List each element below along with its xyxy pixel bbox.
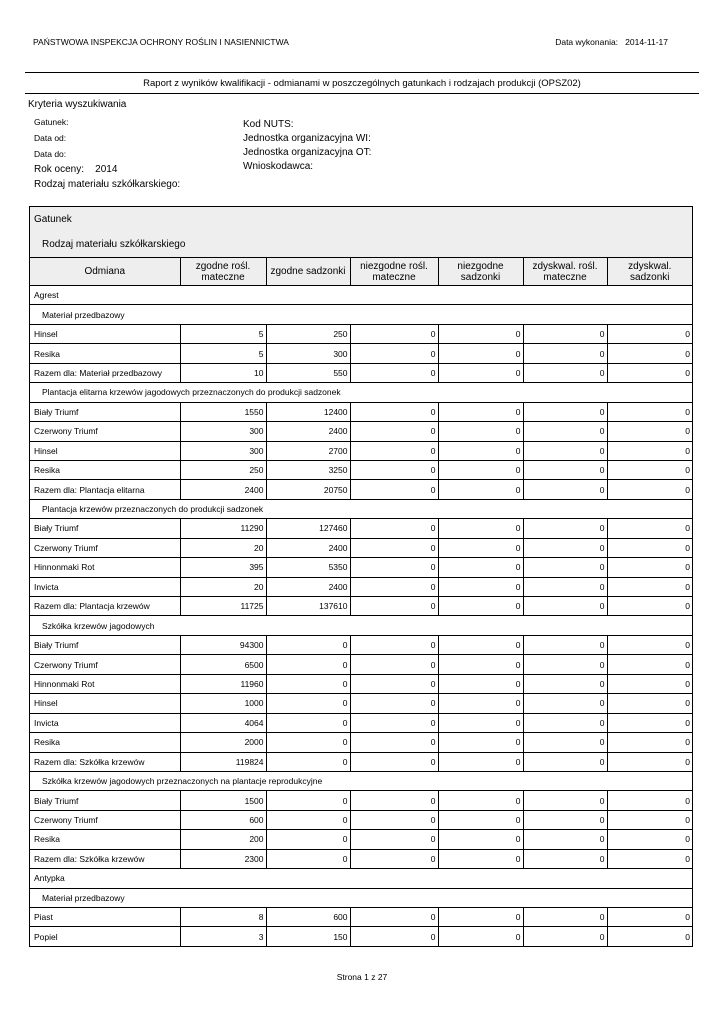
value-cell: 0 (438, 519, 523, 538)
value-cell: 2700 (266, 441, 350, 460)
variety-cell: Razem dla: Materiał przedbazowy (30, 363, 180, 382)
material-row (30, 499, 692, 518)
species-row (30, 286, 692, 305)
value-cell: 0 (438, 577, 523, 596)
value-cell: 0 (266, 694, 350, 713)
value-cell: 0 (438, 694, 523, 713)
value-cell: 0 (523, 577, 607, 596)
rok-label: Rok oceny: (34, 164, 85, 175)
value-cell: 2400 (266, 577, 350, 596)
value-cell: 0 (266, 810, 350, 829)
table-row (30, 344, 692, 363)
col-zgodne-rosl: zgodne rośl. mateczne (180, 258, 266, 286)
value-cell: 0 (523, 655, 607, 674)
material-label: Materiał przedbazowy (30, 888, 692, 907)
value-cell: 0 (523, 635, 607, 654)
value-cell: 0 (350, 538, 438, 557)
value-cell: 119824 (180, 752, 266, 771)
species-label: Agrest (30, 286, 692, 305)
value-cell: 0 (523, 344, 607, 363)
species-label: Antypka (30, 869, 692, 888)
value-cell: 0 (438, 344, 523, 363)
value-cell: 0 (523, 733, 607, 752)
material-label: Materiał przedbazowy (30, 305, 692, 324)
value-cell: 0 (350, 480, 438, 499)
value-cell: 0 (266, 674, 350, 693)
value-cell: 0 (350, 324, 438, 343)
column-header-row (30, 258, 692, 286)
value-cell: 0 (523, 694, 607, 713)
value-cell: 127460 (266, 519, 350, 538)
value-cell: 0 (350, 752, 438, 771)
table-row (30, 324, 692, 343)
value-cell: 0 (523, 363, 607, 382)
value-cell: 0 (438, 480, 523, 499)
value-cell: 0 (438, 674, 523, 693)
variety-cell: Czerwony Triumf (30, 538, 180, 557)
value-cell: 4064 (180, 713, 266, 732)
value-cell: 0 (266, 635, 350, 654)
value-cell: 250 (266, 324, 350, 343)
value-cell: 0 (438, 597, 523, 616)
variety-cell: Razem dla: Szkółka krzewów (30, 849, 180, 868)
value-cell: 5 (180, 344, 266, 363)
table-row (30, 538, 692, 557)
variety-cell: Razem dla: Plantacja elitarna (30, 480, 180, 499)
variety-cell: Hinsel (30, 441, 180, 460)
table-row (30, 791, 692, 810)
value-cell: 0 (438, 830, 523, 849)
value-cell: 0 (607, 344, 692, 363)
value-cell: 0 (607, 713, 692, 732)
value-cell: 0 (266, 830, 350, 849)
value-cell: 0 (607, 927, 692, 946)
table-row (30, 752, 692, 771)
value-cell: 0 (523, 422, 607, 441)
variety-cell: Piast (30, 908, 180, 927)
table-row (30, 519, 692, 538)
variety-cell: Invicta (30, 713, 180, 732)
material-label: Plantacja krzewów przeznaczonych do produkcji sadzonek (30, 499, 692, 518)
value-cell: 0 (607, 363, 692, 382)
variety-cell: Invicta (30, 577, 180, 596)
value-cell: 0 (523, 791, 607, 810)
value-cell: 0 (350, 713, 438, 732)
value-cell: 0 (266, 791, 350, 810)
table-row (30, 635, 692, 654)
value-cell: 0 (607, 538, 692, 557)
group-header (30, 207, 692, 258)
value-cell: 600 (266, 908, 350, 927)
variety-cell: Czerwony Triumf (30, 810, 180, 829)
value-cell: 0 (438, 422, 523, 441)
value-cell: 0 (607, 480, 692, 499)
criteria-jednostka-ot: Jednostka organizacyjna OT: (243, 147, 372, 158)
value-cell: 0 (438, 441, 523, 460)
value-cell: 300 (180, 441, 266, 460)
value-cell: 0 (350, 577, 438, 596)
material-label: Szkółka krzewów jagodowych przeznaczonych na plantacje reprodukcyjne (30, 771, 692, 790)
variety-cell: Razem dla: Szkółka krzewów (30, 752, 180, 771)
criteria-gatunek: Gatunek: (34, 117, 69, 127)
date-value: 2014-11-17 (625, 37, 668, 47)
report-title: Raport z wyników kwalifikacji - odmianami w poszczególnych gatunkach i rodzajach produkcji (OPSZ02) (143, 78, 581, 89)
table-row (30, 480, 692, 499)
value-cell: 0 (523, 908, 607, 927)
value-cell: 0 (350, 849, 438, 868)
value-cell: 0 (266, 849, 350, 868)
rok-value: 2014 (95, 164, 118, 175)
col-zdyskwal-sadzonki: zdyskwal. sadzonki (607, 258, 692, 286)
value-cell: 0 (607, 733, 692, 752)
value-cell: 1550 (180, 402, 266, 421)
value-cell: 0 (438, 460, 523, 479)
value-cell: 0 (523, 460, 607, 479)
variety-cell: Resika (30, 460, 180, 479)
value-cell: 0 (350, 908, 438, 927)
variety-cell: Razem dla: Plantacja krzewów (30, 597, 180, 616)
table-row (30, 558, 692, 577)
variety-cell: Biały Triumf (30, 519, 180, 538)
variety-cell: Hinsel (30, 324, 180, 343)
value-cell: 2300 (180, 849, 266, 868)
page-number: Strona 1 z 27 (336, 972, 388, 982)
value-cell: 0 (350, 441, 438, 460)
material-row (30, 616, 692, 635)
value-cell: 0 (350, 460, 438, 479)
variety-cell: Biały Triumf (30, 791, 180, 810)
criteria-title: Kryteria wyszukiwania (28, 99, 127, 110)
value-cell: 0 (607, 324, 692, 343)
value-cell: 0 (607, 849, 692, 868)
species-row (30, 869, 692, 888)
value-cell: 0 (523, 441, 607, 460)
value-cell: 0 (438, 752, 523, 771)
criteria-right-column (243, 118, 371, 174)
value-cell: 20 (180, 577, 266, 596)
value-cell: 0 (607, 810, 692, 829)
criteria-wnioskodawca: Wnioskodawca: (243, 161, 314, 172)
value-cell: 11290 (180, 519, 266, 538)
value-cell: 0 (523, 402, 607, 421)
variety-cell: Resika (30, 830, 180, 849)
results-table (30, 258, 692, 946)
value-cell: 0 (523, 713, 607, 732)
criteria-rok (34, 164, 117, 175)
value-cell: 0 (523, 558, 607, 577)
value-cell: 0 (607, 558, 692, 577)
table-row (30, 733, 692, 752)
table-body (30, 286, 692, 946)
criteria-rodzaj: Rodzaj materiału szkółkarskiego: (34, 179, 181, 190)
value-cell: 0 (350, 597, 438, 616)
material-row (30, 771, 692, 790)
value-cell: 0 (350, 810, 438, 829)
table-row (30, 694, 692, 713)
variety-cell: Biały Triumf (30, 635, 180, 654)
value-cell: 2400 (266, 538, 350, 557)
variety-cell: Resika (30, 344, 180, 363)
value-cell: 2400 (180, 480, 266, 499)
value-cell: 0 (523, 519, 607, 538)
value-cell: 20750 (266, 480, 350, 499)
table-row (30, 363, 692, 382)
value-cell: 0 (350, 694, 438, 713)
table-row (30, 674, 692, 693)
value-cell: 0 (438, 363, 523, 382)
criteria-data-do: Data do: (34, 149, 67, 159)
value-cell: 0 (350, 344, 438, 363)
table-row (30, 927, 692, 946)
results-table-container (29, 206, 693, 947)
value-cell: 8 (180, 908, 266, 927)
criteria-kod-nuts: Kod NUTS: (243, 119, 294, 130)
page-header (33, 37, 668, 47)
value-cell: 0 (523, 538, 607, 557)
value-cell: 0 (607, 577, 692, 596)
col-niezgodne-rosl: niezgodne rośl. mateczne (350, 258, 438, 286)
organization-name: PAŃSTWOWA INSPEKCJA OCHRONY ROŚLIN I NASIENNICTWA (33, 37, 289, 47)
variety-cell: Popiel (34, 931, 58, 942)
material-label: Plantacja elitarna krzewów jagodowych przeznaczonych do produkcji sadzonek (30, 383, 692, 402)
value-cell: 0 (607, 635, 692, 654)
value-cell: 250 (180, 460, 266, 479)
value-cell: 5350 (266, 558, 350, 577)
value-cell: 0 (523, 480, 607, 499)
value-cell: 0 (350, 927, 438, 946)
value-cell: 0 (350, 830, 438, 849)
value-cell: 0 (607, 752, 692, 771)
value-cell: 0 (438, 849, 523, 868)
header-divider (25, 72, 699, 73)
value-cell: 0 (523, 810, 607, 829)
value-cell: 0 (350, 655, 438, 674)
col-niezgodne-sadzonki: niezgodne sadzonki (438, 258, 523, 286)
value-cell: 3250 (266, 460, 350, 479)
value-cell: 0 (607, 791, 692, 810)
value-cell: 0 (438, 558, 523, 577)
value-cell: 0 (438, 713, 523, 732)
value-cell: 0 (438, 655, 523, 674)
col-zgodne-sadzonki: zgodne sadzonki (266, 258, 350, 286)
value-cell: 150 (266, 927, 350, 946)
value-cell: 20 (180, 538, 266, 557)
material-label: Szkółka krzewów jagodowych (30, 616, 692, 635)
value-cell: 0 (266, 655, 350, 674)
value-cell: 0 (350, 674, 438, 693)
group-gatunek: Gatunek (34, 214, 72, 225)
value-cell: 0 (266, 752, 350, 771)
value-cell: 10 (180, 363, 266, 382)
value-cell: 0 (350, 422, 438, 441)
value-cell: 0 (350, 558, 438, 577)
table-row (30, 713, 692, 732)
value-cell: 0 (266, 733, 350, 752)
date-label: Data wykonania: (555, 37, 619, 47)
value-cell: 12400 (266, 402, 350, 421)
group-rodzaj: Rodzaj materiału szkółkarskiego (42, 239, 186, 250)
table-row (30, 422, 692, 441)
value-cell: 0 (350, 635, 438, 654)
col-odmiana: Odmiana (30, 258, 180, 286)
value-cell: 300 (266, 344, 350, 363)
value-cell: 0 (438, 538, 523, 557)
material-row (30, 383, 692, 402)
value-cell: 1500 (180, 791, 266, 810)
value-cell: 0 (438, 927, 523, 946)
variety-cell: Czerwony Triumf (30, 655, 180, 674)
value-cell: 0 (438, 733, 523, 752)
value-cell: 0 (266, 713, 350, 732)
value-cell: 0 (438, 810, 523, 829)
value-cell: 0 (350, 402, 438, 421)
table-row (30, 597, 692, 616)
value-cell: 0 (607, 402, 692, 421)
value-cell: 0 (607, 519, 692, 538)
value-cell: 0 (607, 908, 692, 927)
table-row (30, 830, 692, 849)
material-row (30, 888, 692, 907)
col-zdyskwal-rosl: zdyskwal. rośl. mateczne (523, 258, 607, 286)
value-cell: 200 (180, 830, 266, 849)
title-divider (25, 93, 699, 94)
generation-date (555, 37, 668, 47)
table-row (30, 810, 692, 829)
value-cell: 0 (438, 908, 523, 927)
value-cell: 0 (350, 733, 438, 752)
variety-cell: Resika (30, 733, 180, 752)
value-cell: 1000 (180, 694, 266, 713)
material-row (30, 305, 692, 324)
value-cell: 0 (523, 752, 607, 771)
value-cell: 5 (180, 324, 266, 343)
value-cell: 0 (523, 324, 607, 343)
value-cell: 6500 (180, 655, 266, 674)
table-row (30, 402, 692, 421)
value-cell: 600 (180, 810, 266, 829)
value-cell: 2400 (266, 422, 350, 441)
value-cell: 0 (350, 519, 438, 538)
value-cell: 0 (523, 927, 607, 946)
table-row (30, 908, 692, 927)
value-cell: 0 (523, 674, 607, 693)
value-cell: 0 (607, 694, 692, 713)
table-row (30, 655, 692, 674)
value-cell: 0 (607, 460, 692, 479)
value-cell: 0 (438, 324, 523, 343)
variety-cell: Biały Triumf (30, 402, 180, 421)
value-cell: 0 (607, 422, 692, 441)
value-cell: 0 (523, 597, 607, 616)
variety-cell: Hinnonmaki Rot (30, 674, 180, 693)
value-cell: 0 (350, 363, 438, 382)
value-cell: 94300 (180, 635, 266, 654)
value-cell: 11960 (180, 674, 266, 693)
value-cell: 0 (523, 849, 607, 868)
value-cell: 395 (180, 558, 266, 577)
value-cell: 3 (180, 927, 266, 946)
value-cell: 0 (438, 635, 523, 654)
variety-cell: Czerwony Triumf (30, 422, 180, 441)
variety-cell: Hinsel (30, 694, 180, 713)
value-cell: 550 (266, 363, 350, 382)
value-cell: 0 (607, 597, 692, 616)
table-row (30, 577, 692, 596)
value-cell: 0 (438, 402, 523, 421)
value-cell: 0 (607, 830, 692, 849)
variety-cell: Hinnonmaki Rot (30, 558, 180, 577)
value-cell: 0 (523, 830, 607, 849)
value-cell: 0 (438, 791, 523, 810)
criteria-data-od: Data od: (34, 133, 67, 143)
value-cell: 0 (607, 655, 692, 674)
value-cell: 137610 (266, 597, 350, 616)
table-row (30, 460, 692, 479)
value-cell: 300 (180, 422, 266, 441)
value-cell: 11725 (180, 597, 266, 616)
value-cell: 0 (607, 441, 692, 460)
value-cell: 0 (350, 791, 438, 810)
value-cell: 2000 (180, 733, 266, 752)
criteria-jednostka-wi: Jednostka organizacyjna WI: (243, 133, 371, 144)
table-row (30, 849, 692, 868)
table-row (30, 441, 692, 460)
value-cell: 0 (607, 674, 692, 693)
